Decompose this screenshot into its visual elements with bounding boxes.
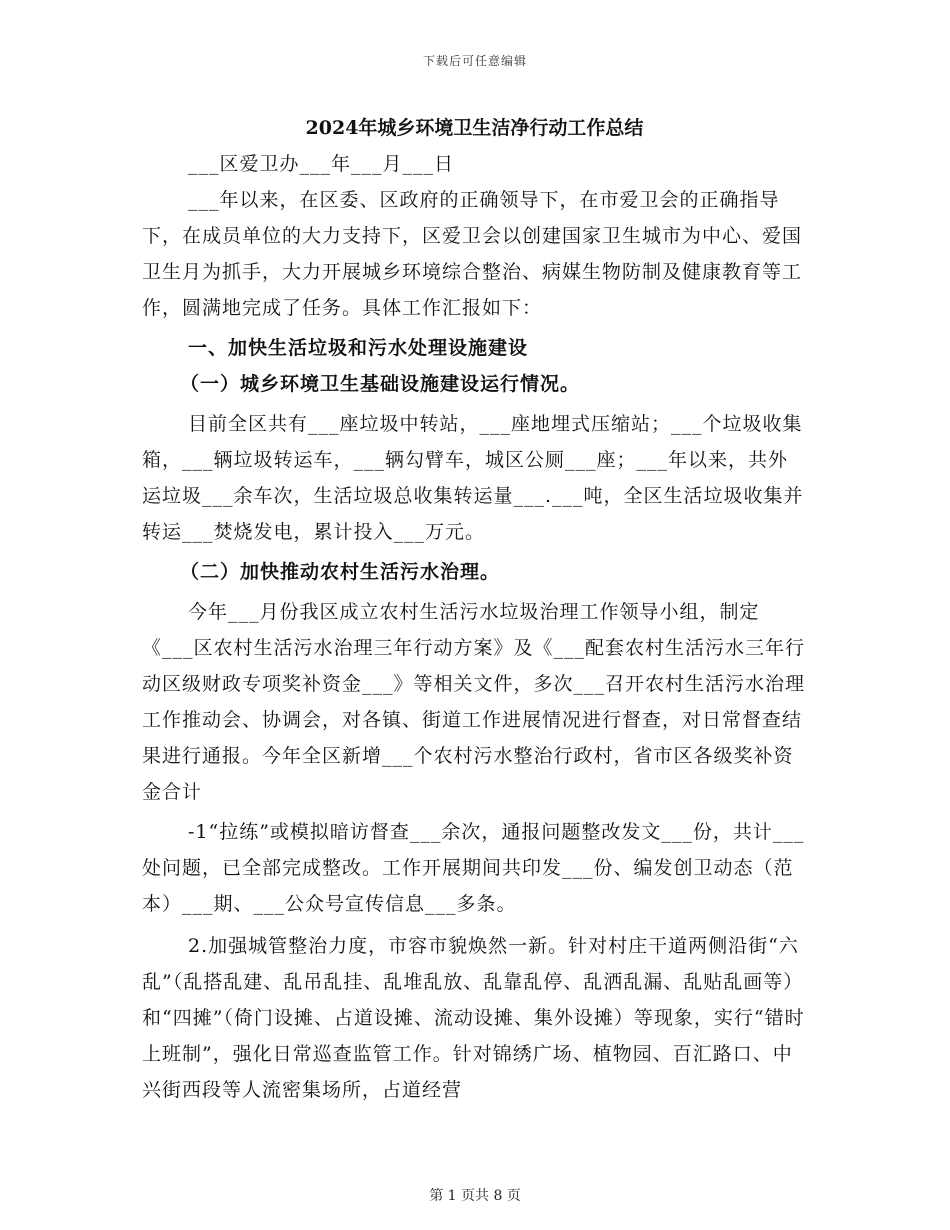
document-title: 2024年城乡环境卫生洁净行动工作总结 <box>305 117 644 139</box>
page-footer: 第 1 页共 8 页 <box>429 1188 521 1204</box>
subsection-1-body: 目前全区共有___座垃圾中转站，___座地埋式压缩站；___个垃圾收集箱，___辆垃圾转运车，___辆勾臂车，城区公厕___座；___年以来，共外运垃圾___余车次，生活垃圾总收集转运量___.___吨，全区生活垃圾收集并转运___焚烧发电，累计投入___万元。 <box>142 413 804 543</box>
section-heading-1: 一、加快生活垃圾和污水处理设施建设 <box>188 337 529 359</box>
subsection-heading-1: （一）城乡环境卫生基础设施建设运行情况。 <box>180 373 581 395</box>
subsection-heading-2: （二）加快推动农村生活污水治理。 <box>180 561 501 583</box>
byline: ___区爱卫办___年___月___日 <box>188 153 455 175</box>
paragraph-inspection: -1“拉练”或模拟暗访督查___余次，通报问题整改发文___份，共计___处问题，已全部完成整改。工作开展期间共印发___份、编发创卫动态（范本）___期、___公众号宣传信息___多条。 <box>142 821 805 915</box>
subsection-2-body: 今年___月份我区成立农村生活污水垃圾治理工作领导小组，制定《___区农村生活污水治理三年行动方案》及《___配套农村生活污水三年行动区级财政专项奖补资金___》等相关文件，多次___召开农村生活污水治理工作推动会、协调会，对各镇、街道工作进展情况进行督查，对日常督查结果进行通报。今年全区新增___个农村污水整治行政村，省市区各级奖补资金合计 <box>142 601 806 803</box>
document-body <box>142 110 807 1108</box>
page-header: 下载后可任意编辑 <box>422 54 527 68</box>
paragraph-urban-management: 2.加强城管整治力度，市容市貌焕然一新。针对村庄干道两侧沿街“六乱”（乱搭乱建、乱吊乱挂、乱堆乱放、乱靠乱停、乱洒乱漏、乱贴乱画等）和“四摊”（倚门设摊、占道设摊、流动设摊、集外设摊）等现象，实行“错时上班制”，强化日常巡查监管工作。针对锦绣广场、植物园、百汇路口、中兴街西段等人流密集场所，占道经营 <box>142 935 805 1101</box>
intro-paragraph: ___年以来，在区委、区政府的正确领导下，在市爱卫会的正确指导下，在成员单位的大力支持下，区爱卫会以创建国家卫生城市为中心、爱国卫生月为抓手，大力开展城乡环境综合整治、病媒生物防制及健康教育等工作，圆满地完成了任务。具体工作汇报如下： <box>142 189 803 319</box>
